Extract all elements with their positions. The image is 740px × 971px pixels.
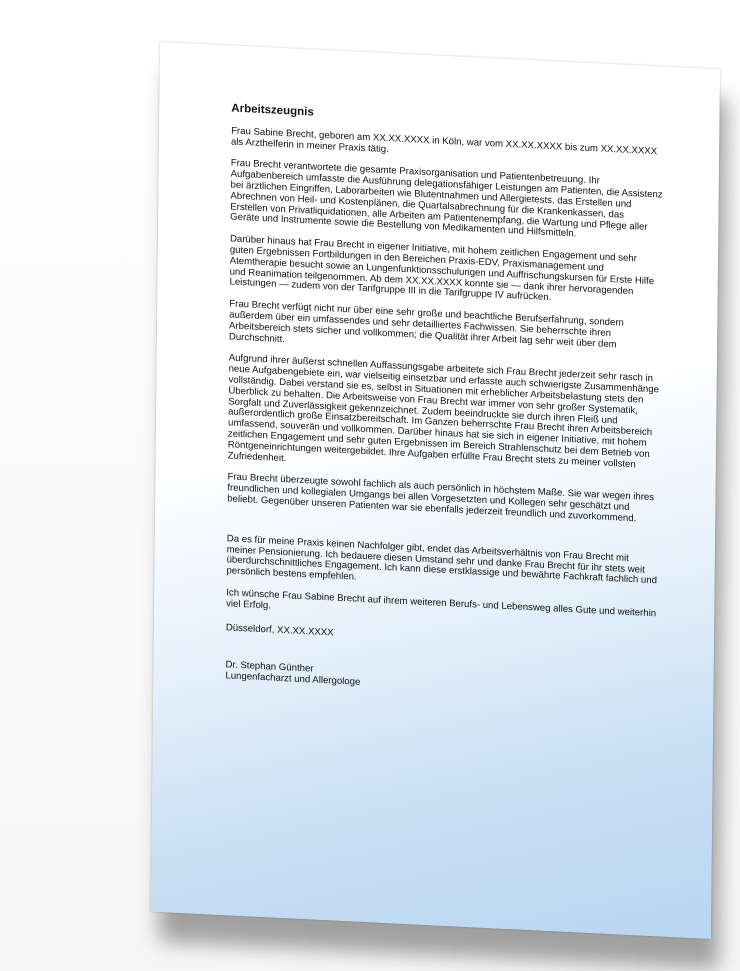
paragraph: Frau Brecht überzeugte sowohl fachlich als auch persönlich in höchstem Maße. Sie war wegen ihres freundlichen und kollegialen Umgangs bei allen Vorgesetzten und Kollegen sehr geschätzt und beliebt. Gegenüber unseren Patienten war sie ebenfalls jederzeit freundlich und zuvorkommend. (227, 471, 655, 525)
paragraph: Aufgrund ihrer äußerst schnellen Auffassungsgabe arbeitete sich Frau Brecht jederzeit sehr rasch in neue Aufgabengebiete ein, war vielseitig einsetzbar und erfasste auch schwierigste Zusammenhänge vollständig. Dabei verstand sie es, selbst in Situationen mit erheblicher Arbeitsbelastung stets den Überblick zu behalten. Die Arbeitsweise von Frau Brecht war immer von sehr großer Systematik, Sorgfalt und Zuverlässigkeit gekennzeichnet. Zudem beeindruckte sie durch ihren Fleiß und außerordentlich große Einsatzbereitschaft. Im Ganzen beherrschte Frau Brecht ihren Arbeitsbereich umfassend, souverän und vollkommen. Darüber hinaus hat sie sich in eigener Initiative, mit hohem zeitlichen Engagement und sehr guten Ergebnissen im Bereich Strahlenschutz bei dem Betrieb von Röntgeneinrichtungen weitergebildet. Ihre Aufgaben erfüllte Frau Brecht stets zu meiner vollsten Zufriedenheit. (227, 352, 660, 470)
paragraph: Darüber hinaus hat Frau Brecht in eigener Initiative, mit hohem zeitlichen Engagement und sehr guten Ergebnissen Fortbildungen in den Bereichen Praxis-EDV, Praxismanagement und Atemtherapie besucht sowie an Lungenfunktionsschulungen und Auffrischungskursen für Erste Hilfe und Reanimation teilgenommen. Ab dem XX.XX.XXXX konnte sie — dank ihrer hervoragenden Leistungen — zudem von der Tarifgruppe III in die Tarifgruppe IV aufrücken. (229, 233, 655, 304)
document-page (151, 42, 720, 939)
paragraph: Frau Brecht verantwortete die gesamte Praxisorganisation und Patientenbetreuung. Ihr Aufgabenbereich umfasste die Ausführung delegationsfähiger Leistungen am Patienten, die Assistenz bei ärztlichen Eingriffen, Laborarbeiten wie Blutentnahmen und Allergietests, das Erstellen und Abrechnen von Heil- und Kostenplänen, die Quartalsabrechnung für die Krankenkassen, das Erstellen von Privatliquidationen, alle Arbeiten am Patientenempfang, die Wartung und Pflege aller Geräte und Instrumente sowie die Bestellung von Medikamenten und Hilfsmitteln. (230, 157, 663, 240)
paragraph: Frau Brecht verfügt nicht nur über eine sehr große und beachtliche Berufserfahrung, sondern außerdem über ein umfassendes und sehr detailliertes Fachwissen. Sie beherrschte ihren Arbeitsbereich stets sicher und vollkommen; die Qualität ihrer Arbeit lag sehr weit über dem Durchschnitt. (228, 298, 624, 351)
letter-content (225, 103, 663, 703)
place-date: Düsseldorf, XX.XX.XXXX (225, 622, 334, 640)
document-title: Arbeitszeugnis (231, 102, 314, 119)
paragraph: Frau Sabine Brecht, geboren am XX.XX.XXXX in Köln, war vom XX.XX.XXXX bis zum XX.XX.XXXX als Arzthelferin in meiner Praxis tätig. (230, 125, 658, 158)
signature-title: Lungenfacharzt und Allergologe (225, 670, 361, 688)
closing-paragraph: Da es für meine Praxis keinen Nachfolger gibt, endet das Arbeitsverhältnis von Frau Brecht mit meiner Pensionierung. Ich bedauere diesen Umstand sehr und danke Frau Brecht für ihr stets weit überdurchschnittliches Engagement. Ich kann diese erstklassige und bewährte Fachkraft fachlich und persönlich bestens empfehlen. (226, 532, 658, 587)
closing-paragraph: Ich wünsche Frau Sabine Brecht auf ihrem weiteren Berufs- und Lebensweg alles Gute und weiterhin viel Erfolg. (226, 587, 657, 620)
signature-name: Dr. Stephan Günther (225, 659, 314, 675)
signature-block (225, 661, 657, 704)
